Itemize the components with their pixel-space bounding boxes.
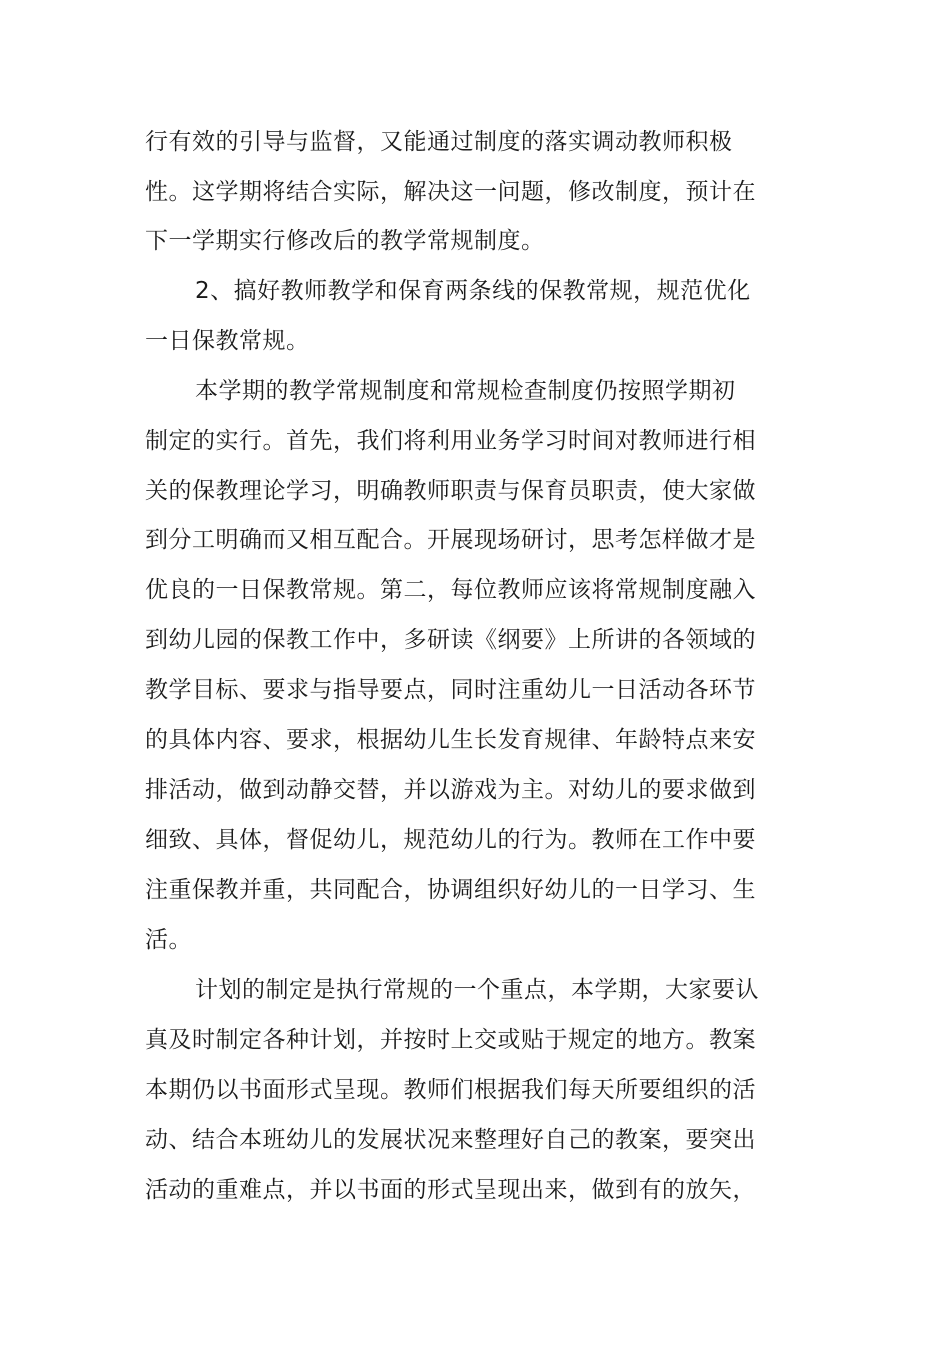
text-line: 2、搞好教师教学和保育两条线的保教常规，规范优化 <box>195 278 751 304</box>
text-line: 注重保教并重，共同配合，协调组织好幼儿的一日学习、生 <box>145 877 756 903</box>
text-line: 制定的实行。首先，我们将利用业务学习时间对教师进行相 <box>145 428 756 454</box>
text-line: 关的保教理论学习，明确教师职责与保育员职责，使大家做 <box>145 478 756 504</box>
text-line: 优良的一日保教常规。第二，每位教师应该将常规制度融入 <box>145 577 756 603</box>
text-line: 到分工明确而又相互配合。开展现场研讨，思考怎样做才是 <box>145 527 756 553</box>
text-line: 性。这学期将结合实际，解决这一问题，修改制度，预计在 <box>145 179 756 205</box>
text-line: 教学目标、要求与指导要点，同时注重幼儿一日活动各环节 <box>145 677 756 703</box>
text-line: 到幼儿园的保教工作中，多研读《纲要》上所讲的各领域的 <box>145 627 756 653</box>
text-line: 下一学期实行修改后的教学常规制度。 <box>145 228 545 254</box>
text-line: 真及时制定各种计划，并按时上交或贴于规定的地方。教案 <box>145 1027 756 1053</box>
text-line: 本学期的教学常规制度和常规检查制度仍按照学期初 <box>195 378 736 404</box>
text-line: 细致、具体，督促幼儿，规范幼儿的行为。教师在工作中要 <box>145 827 756 853</box>
text-line: 一日保教常规。 <box>145 328 310 354</box>
text-line: 活。 <box>145 927 192 953</box>
text-line: 活动的重难点，并以书面的形式呈现出来，做到有的放矢， <box>145 1177 756 1203</box>
text-line: 动、结合本班幼儿的发展状况来整理好自己的教案，要突出 <box>145 1127 756 1153</box>
text-line: 计划的制定是执行常规的一个重点，本学期，大家要认 <box>195 977 759 1003</box>
text-line: 行有效的引导与监督，又能通过制度的落实调动教师积极 <box>145 129 733 155</box>
text-line: 的具体内容、要求，根据幼儿生长发育规律、年龄特点来安 <box>145 727 756 753</box>
text-line: 本期仍以书面形式呈现。教师们根据我们每天所要组织的活 <box>145 1077 756 1103</box>
text-line: 排活动，做到动静交替，并以游戏为主。对幼儿的要求做到 <box>145 777 756 803</box>
